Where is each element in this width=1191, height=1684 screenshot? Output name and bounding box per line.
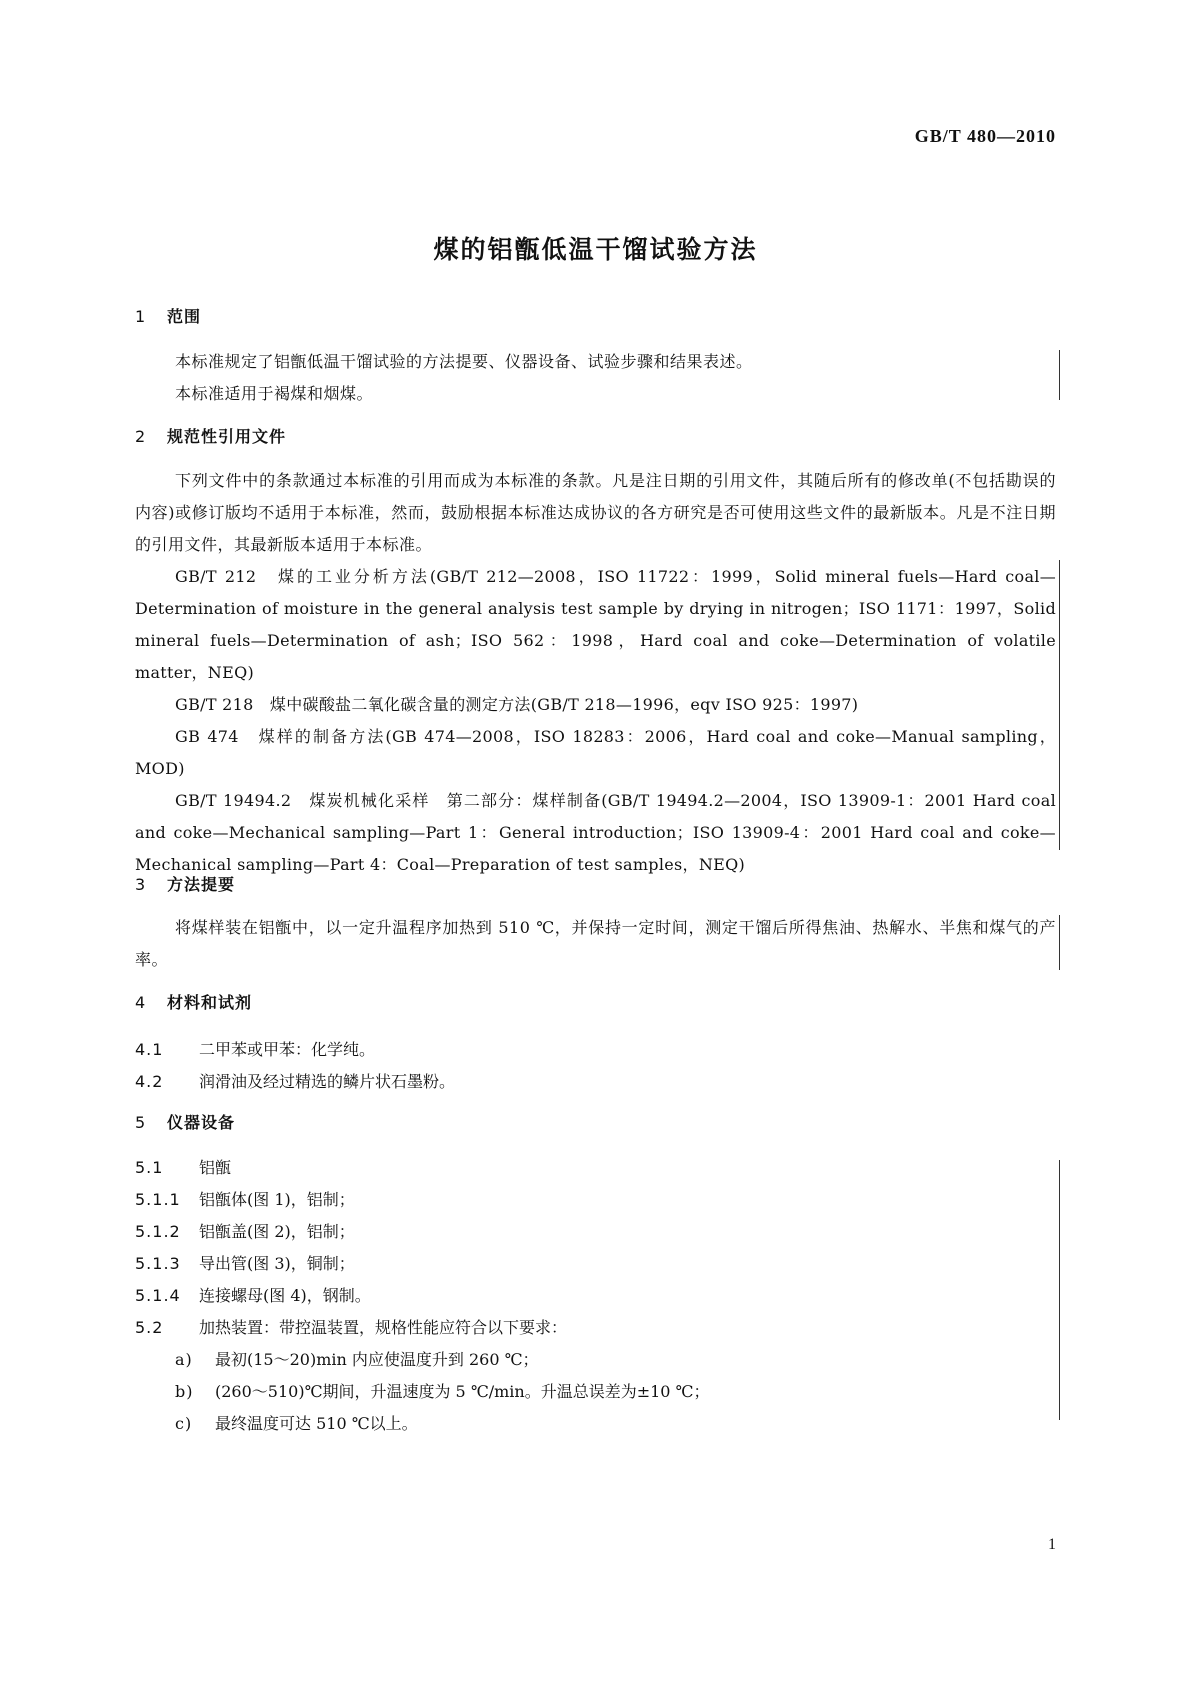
section-number: 5 [135,1113,147,1132]
section-method-summary-body [135,912,1056,976]
section-normative-references-body [135,465,1056,881]
change-bar [1059,350,1060,400]
clause-text: 导出管(图 3)，铜制； [199,1254,355,1273]
clause-item [135,1152,1056,1184]
section-heading [135,1106,1056,1140]
clause-item [135,1280,1056,1312]
reference-entry: GB 474 煤样的制备方法(GB 474—2008，ISO 18283：2006，Hard coal and coke—Manual sampling，MOD) [135,727,1056,778]
clause-text: 二甲苯或甲苯：化学纯。 [199,1040,376,1059]
change-bar [1059,915,1060,970]
clause-number: 5.1.2 [135,1222,181,1241]
standard-number: GB/T 480—2010 [914,126,1056,146]
paragraph: 下列文件中的条款通过本标准的引用而成为本标准的条款。凡是注日期的引用文件，其随后所有的修改单(不包括勘误的内容)或修订版均不适用于本标准，然而，鼓励根据本标准达成协议的各方研究是否可使用这些文件的最新版本。凡是不注日期的引用文件，其最新版本适用于本标准。 [135,471,1056,554]
clause-item [135,1248,1056,1280]
reference-entry: GB/T 19494.2 煤炭机械化采样 第二部分：煤样制备(GB/T 19494.2—2004，ISO 13909-1：2001 Hard coal and coke—Mechanical sampling—Part 1：General introduction；ISO 13909-4：2001 Hard coal and coke—Mechanical sampling—Part 4：Coal—Preparation of test samples，NEQ) [135,791,1056,874]
reference-entry: GB/T 212 煤的工业分析方法(GB/T 212—2008，ISO 11722：1999，Solid mineral fuels—Hard coal—Determination of moisture in the general analysis test sample by drying in nitrogen；ISO 1171：1997，Solid mineral fuels—Determination of ash；ISO 562：1998，Hard coal and coke—Determination of volatile matter，NEQ) [135,567,1056,682]
paragraph: 本标准适用于褐煤和烟煤。 [175,384,374,403]
section-heading [135,420,1056,454]
section-title: 仪器设备 [167,1113,236,1132]
section-number: 2 [135,427,147,446]
list-marker: a) [175,1350,193,1369]
list-item [135,1344,1056,1376]
clause-text: 铝甑盖(图 2)，铝制； [199,1222,355,1241]
list-text: 最初(15～20)min 内应使温度升到 260 ℃； [215,1350,539,1369]
section-scope [135,300,1056,334]
clause-number: 5.1 [135,1158,164,1177]
list-marker: c) [175,1414,193,1433]
list-item [135,1376,1056,1408]
section-apparatus-body [135,1152,1056,1440]
page-number: 1 [1048,1536,1056,1553]
reference-entry: GB/T 218 煤中碳酸盐二氧化碳含量的测定方法(GB/T 218—1996，eqv ISO 925：1997) [175,695,859,714]
section-heading [135,300,1056,334]
section-title: 方法提要 [167,875,236,894]
section-materials-reagents [135,986,1056,1020]
clause-item [135,1184,1056,1216]
section-heading [135,986,1056,1020]
clause-number: 5.1.4 [135,1286,181,1305]
clause-number: 4.1 [135,1040,164,1059]
section-normative-references [135,420,1056,454]
change-bar [1059,1160,1060,1420]
clause-item [135,1312,1056,1344]
document-title: 煤的铝甑低温干馏试验方法 [433,235,758,264]
list-item [135,1408,1056,1440]
section-heading [135,868,1056,902]
clause-item [135,1034,1056,1066]
change-bar [1059,560,1060,850]
clause-item [135,1216,1056,1248]
list-marker: b) [175,1382,194,1401]
clause-text: 连接螺母(图 4)，钢制。 [199,1286,371,1305]
section-number: 1 [135,307,147,326]
list-text: 最终温度可达 510 ℃以上。 [215,1414,418,1433]
clause-text: 润滑油及经过精选的鳞片状石墨粉。 [199,1072,456,1091]
list-text: (260～510)℃期间，升温速度为 5 ℃/min。升温总误差为±10 ℃； [215,1382,710,1401]
paragraph: 将煤样装在铝甑中，以一定升温程序加热到 510 ℃，并保持一定时间，测定干馏后所得焦油、热解水、半焦和煤气的产率。 [135,918,1056,969]
clause-number: 5.1.1 [135,1190,181,1209]
clause-item [135,1066,1056,1098]
section-title: 材料和试剂 [167,993,253,1012]
paragraph: 本标准规定了铝甑低温干馏试验的方法提要、仪器设备、试验步骤和结果表述。 [175,352,753,371]
section-number: 4 [135,993,147,1012]
section-method-summary [135,868,1056,902]
section-scope-body [135,346,1056,410]
section-materials-reagents-body [135,1034,1056,1098]
section-title: 规范性引用文件 [167,427,287,446]
clause-number: 5.2 [135,1318,164,1337]
clause-text: 铝甑 [199,1158,232,1177]
section-apparatus [135,1106,1056,1140]
clause-text: 加热装置：带控温装置，规格性能应符合以下要求： [199,1318,568,1337]
section-number: 3 [135,875,147,894]
clause-text: 铝甑体(图 1)，铝制； [199,1190,355,1209]
section-title: 范围 [167,307,202,326]
clause-number: 5.1.3 [135,1254,181,1273]
clause-number: 4.2 [135,1072,164,1091]
